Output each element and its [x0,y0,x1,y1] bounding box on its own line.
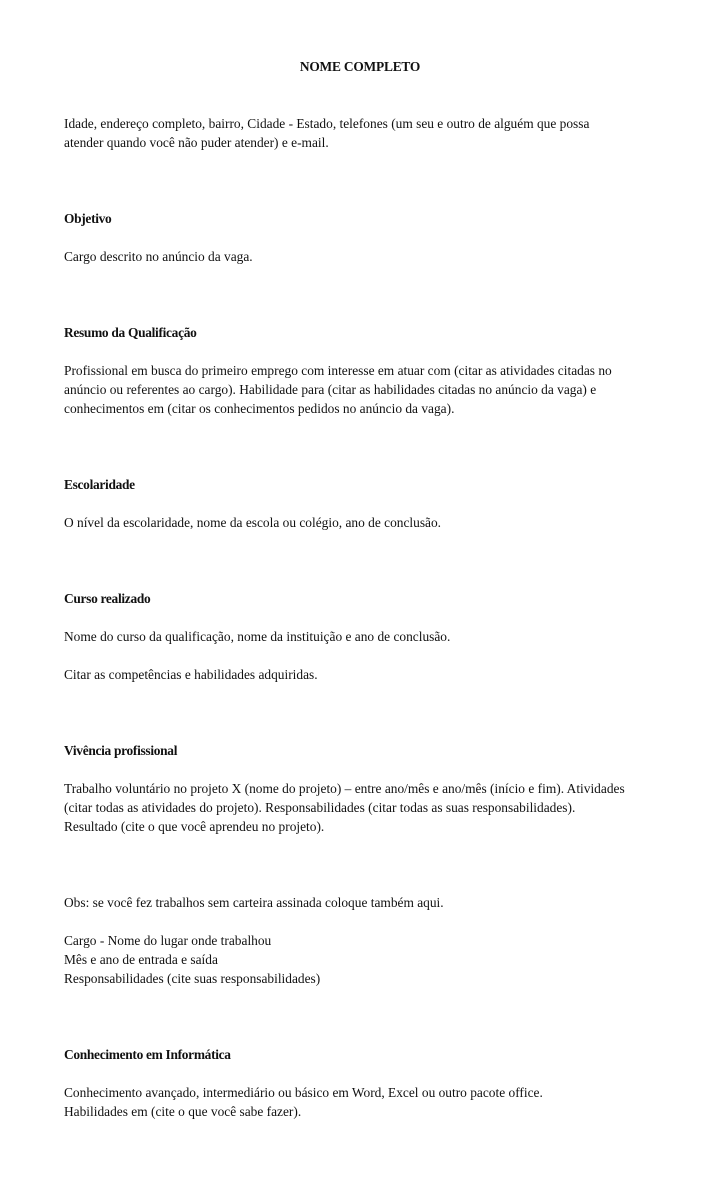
section-heading-curso: Curso realizado [64,591,151,606]
page-title: NOME COMPLETO [299,59,421,74]
vivencia-line: Resultado (cite o que você aprendeu no projeto). [64,819,325,834]
vivencia-job-text [64,931,664,988]
informatica-line: Conhecimento avançado, intermediário ou básico em Word, Excel ou outro pacote office. [64,1085,543,1100]
job-line: Cargo - Nome do lugar onde trabalhou [64,933,272,948]
contact-line: Idade, endereço completo, bairro, Cidade - Estado, telefones (um seu e outro de alguém que possa [64,116,590,131]
contact-line: atender quando você não puder atender) e e-mail. [64,135,329,150]
vivencia-obs-text: Obs: se você fez trabalhos sem carteira assinada coloque também aqui. [64,895,444,910]
vivencia-text [64,779,664,836]
vivencia-line: Trabalho voluntário no projeto X (nome do projeto) – entre ano/mês e ano/mês (início e fim). Atividades [64,781,625,796]
section-heading-escolaridade: Escolaridade [64,477,135,492]
objetivo-text: Cargo descrito no anúncio da vaga. [64,249,253,264]
resumo-line: anúncio ou referentes ao cargo). Habilidade para (citar as habilidades citadas no anúncio da vaga) e [64,382,597,397]
curso-text: Nome do curso da qualificação, nome da instituição e ano de conclusão. [64,629,451,644]
informatica-text [64,1083,664,1121]
job-line: Responsabilidades (cite suas responsabilidades) [64,971,321,986]
contact-info [64,114,664,152]
resumo-text [64,361,664,418]
section-heading-informatica: Conhecimento em Informática [64,1047,231,1062]
section-heading-vivencia: Vivência profissional [64,743,178,758]
curso-competencias-text: Citar as competências e habilidades adquiridas. [64,667,318,682]
job-line: Mês e ano de entrada e saída [64,952,218,967]
resumo-line: conhecimentos em (citar os conhecimentos pedidos no anúncio da vaga). [64,401,455,416]
section-heading-resumo: Resumo da Qualificação [64,325,197,340]
resumo-line: Profissional em busca do primeiro emprego com interesse em atuar com (citar as atividades citadas no [64,363,612,378]
informatica-line: Habilidades em (cite o que você sabe fazer). [64,1104,302,1119]
escolaridade-text: O nível da escolaridade, nome da escola ou colégio, ano de conclusão. [64,515,442,530]
section-heading-objetivo: Objetivo [64,211,112,226]
vivencia-line: (citar todas as atividades do projeto). Responsabilidades (citar todas as suas responsabilidades). [64,800,576,815]
